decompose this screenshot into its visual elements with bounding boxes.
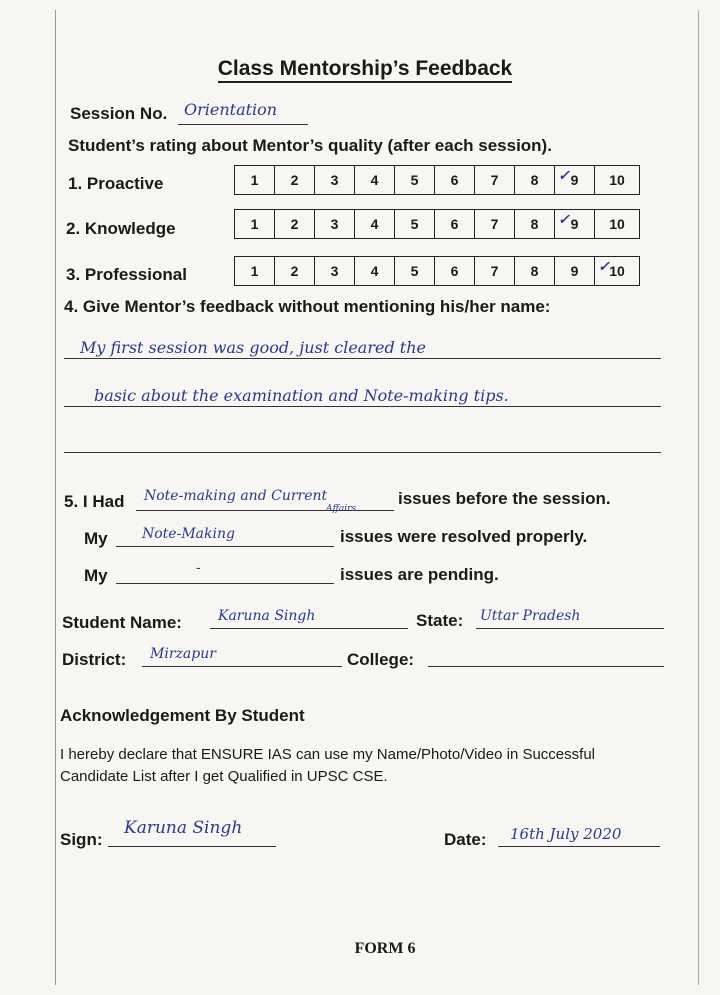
rating-cell[interactable] xyxy=(235,257,275,286)
rating-cell[interactable] xyxy=(355,166,395,195)
rating-cell[interactable] xyxy=(315,257,355,286)
rating-label-proactive: 1. Proactive xyxy=(68,174,164,193)
rating-cell[interactable] xyxy=(555,257,595,286)
state-value[interactable]: Uttar Pradesh xyxy=(480,608,581,624)
rating-cell[interactable] xyxy=(315,210,355,239)
form-title: Class Mentorship’s Feedback xyxy=(0,57,720,81)
district-value[interactable]: Mirzapur xyxy=(150,646,216,662)
feedback-line-1 xyxy=(64,358,661,359)
rating-value: 4 xyxy=(370,263,379,279)
rating-label-knowledge: 2. Knowledge xyxy=(66,219,176,238)
rating-value: 8 xyxy=(530,216,539,232)
feedback-text-2[interactable]: basic about the examination and Note-making tips. xyxy=(94,386,509,405)
rating-cell[interactable] xyxy=(435,166,475,195)
rating-label-professional: 3. Professional xyxy=(66,265,187,284)
rating-cell[interactable] xyxy=(355,210,395,239)
session-value[interactable]: Orientation xyxy=(184,100,278,119)
rating-cell[interactable] xyxy=(595,257,640,286)
ack-line-2: Candidate List after I get Qualified in UPSC CSE. xyxy=(60,768,388,785)
ack-heading: Acknowledgement By Student xyxy=(60,706,305,725)
resolved-value[interactable]: Note-Making xyxy=(142,526,235,542)
rating-value: 10 xyxy=(609,172,625,188)
rating-cell[interactable] xyxy=(515,210,555,239)
q5-suffix: issues before the session. xyxy=(398,489,611,508)
session-label: Session No. xyxy=(70,104,168,123)
rating-cell[interactable] xyxy=(555,210,595,239)
rating-cell[interactable] xyxy=(395,257,435,286)
rating-value: 1 xyxy=(250,263,259,279)
rating-cell[interactable] xyxy=(235,166,275,195)
feedback-line-3 xyxy=(64,452,661,453)
rating-value: 9 xyxy=(570,172,579,188)
rating-scale-knowledge[interactable] xyxy=(234,209,640,239)
rating-value: 8 xyxy=(530,263,539,279)
feedback-label: 4. Give Mentor’s feedback without mentioning his/her name: xyxy=(64,297,551,316)
rating-value: 4 xyxy=(370,172,379,188)
rating-cell[interactable] xyxy=(435,257,475,286)
rating-cell[interactable] xyxy=(595,210,640,239)
rating-value: 6 xyxy=(450,216,459,232)
rating-scale-professional[interactable] xyxy=(234,256,640,286)
signature[interactable]: Karuna Singh xyxy=(124,818,243,838)
rating-value: 3 xyxy=(330,216,339,232)
q5-value[interactable]: Note-making and Current xyxy=(144,488,328,504)
student-name-value[interactable]: Karuna Singh xyxy=(218,608,316,624)
sign-line xyxy=(108,846,276,847)
ack-line-1: I hereby declare that ENSURE IAS can use my Name/Photo/Video in Successful xyxy=(60,746,595,763)
pending-my-label: My xyxy=(84,566,108,585)
q5-label: 5. I Had xyxy=(64,492,125,511)
rating-value: 8 xyxy=(530,172,539,188)
date-label: Date: xyxy=(444,830,487,849)
resolved-suffix: issues were resolved properly. xyxy=(340,527,588,546)
rating-value: 1 xyxy=(250,172,259,188)
feedback-line-2 xyxy=(64,406,661,407)
date-value[interactable]: 16th July 2020 xyxy=(510,825,622,843)
rating-value: 7 xyxy=(490,263,499,279)
rating-cell[interactable] xyxy=(475,210,515,239)
rating-cell[interactable] xyxy=(555,166,595,195)
rating-value: 6 xyxy=(450,263,459,279)
rating-value: 5 xyxy=(410,263,419,279)
rating-value: 5 xyxy=(410,216,419,232)
rating-cell[interactable] xyxy=(275,210,315,239)
rating-cell[interactable] xyxy=(355,257,395,286)
rating-cell[interactable] xyxy=(515,166,555,195)
rating-value: 7 xyxy=(490,172,499,188)
rating-value: 3 xyxy=(330,172,339,188)
rating-value: 2 xyxy=(290,172,299,188)
rating-value: 7 xyxy=(490,216,499,232)
rating-value: 2 xyxy=(290,263,299,279)
rating-heading: Student’s rating about Mentor’s quality (after each session). xyxy=(68,136,552,155)
tick-mark-icon: ✓ xyxy=(558,212,570,228)
rating-value: 3 xyxy=(330,263,339,279)
college-label: College: xyxy=(347,650,415,669)
rating-value: 10 xyxy=(609,263,625,279)
district-label: District: xyxy=(62,650,127,669)
date-line xyxy=(498,846,660,847)
resolved-my-label: My xyxy=(84,529,108,548)
session-line xyxy=(178,124,308,125)
rating-cell[interactable] xyxy=(315,166,355,195)
state-label: State: xyxy=(416,611,464,630)
rating-value: 9 xyxy=(570,216,579,232)
resolved-line xyxy=(116,546,334,547)
tick-mark-icon: ✓ xyxy=(558,168,570,184)
form-footer: FORM 6 xyxy=(354,940,416,957)
rating-value: 10 xyxy=(609,216,625,232)
rating-cell[interactable] xyxy=(235,210,275,239)
rating-cell[interactable] xyxy=(275,166,315,195)
district-line xyxy=(142,666,342,667)
state-line xyxy=(476,628,664,629)
rating-cell[interactable] xyxy=(435,210,475,239)
rating-cell[interactable] xyxy=(275,257,315,286)
rating-cell[interactable] xyxy=(475,257,515,286)
rating-value: 1 xyxy=(250,216,259,232)
rating-value: 4 xyxy=(370,216,379,232)
feedback-text-1[interactable]: My first session was good, just cleared the xyxy=(80,338,426,357)
student-name-line xyxy=(210,628,408,629)
pending-value[interactable]: - xyxy=(196,560,201,576)
q5-value-extra: Affairs xyxy=(326,504,357,514)
rating-scale-proactive[interactable] xyxy=(234,165,640,195)
sign-label: Sign: xyxy=(60,830,103,849)
student-name-label: Student Name: xyxy=(62,613,182,632)
rating-cell[interactable] xyxy=(515,257,555,286)
rating-value: 6 xyxy=(450,172,459,188)
rating-value: 9 xyxy=(570,263,579,279)
pending-line xyxy=(116,583,334,584)
rating-value: 5 xyxy=(410,172,419,188)
pending-suffix: issues are pending. xyxy=(340,565,499,584)
rating-cell[interactable] xyxy=(595,166,640,195)
rating-value: 2 xyxy=(290,216,299,232)
rating-cell[interactable] xyxy=(395,166,435,195)
college-line xyxy=(428,666,664,667)
tick-mark-icon: ✓ xyxy=(598,259,610,275)
rating-cell[interactable] xyxy=(395,210,435,239)
rating-cell[interactable] xyxy=(475,166,515,195)
